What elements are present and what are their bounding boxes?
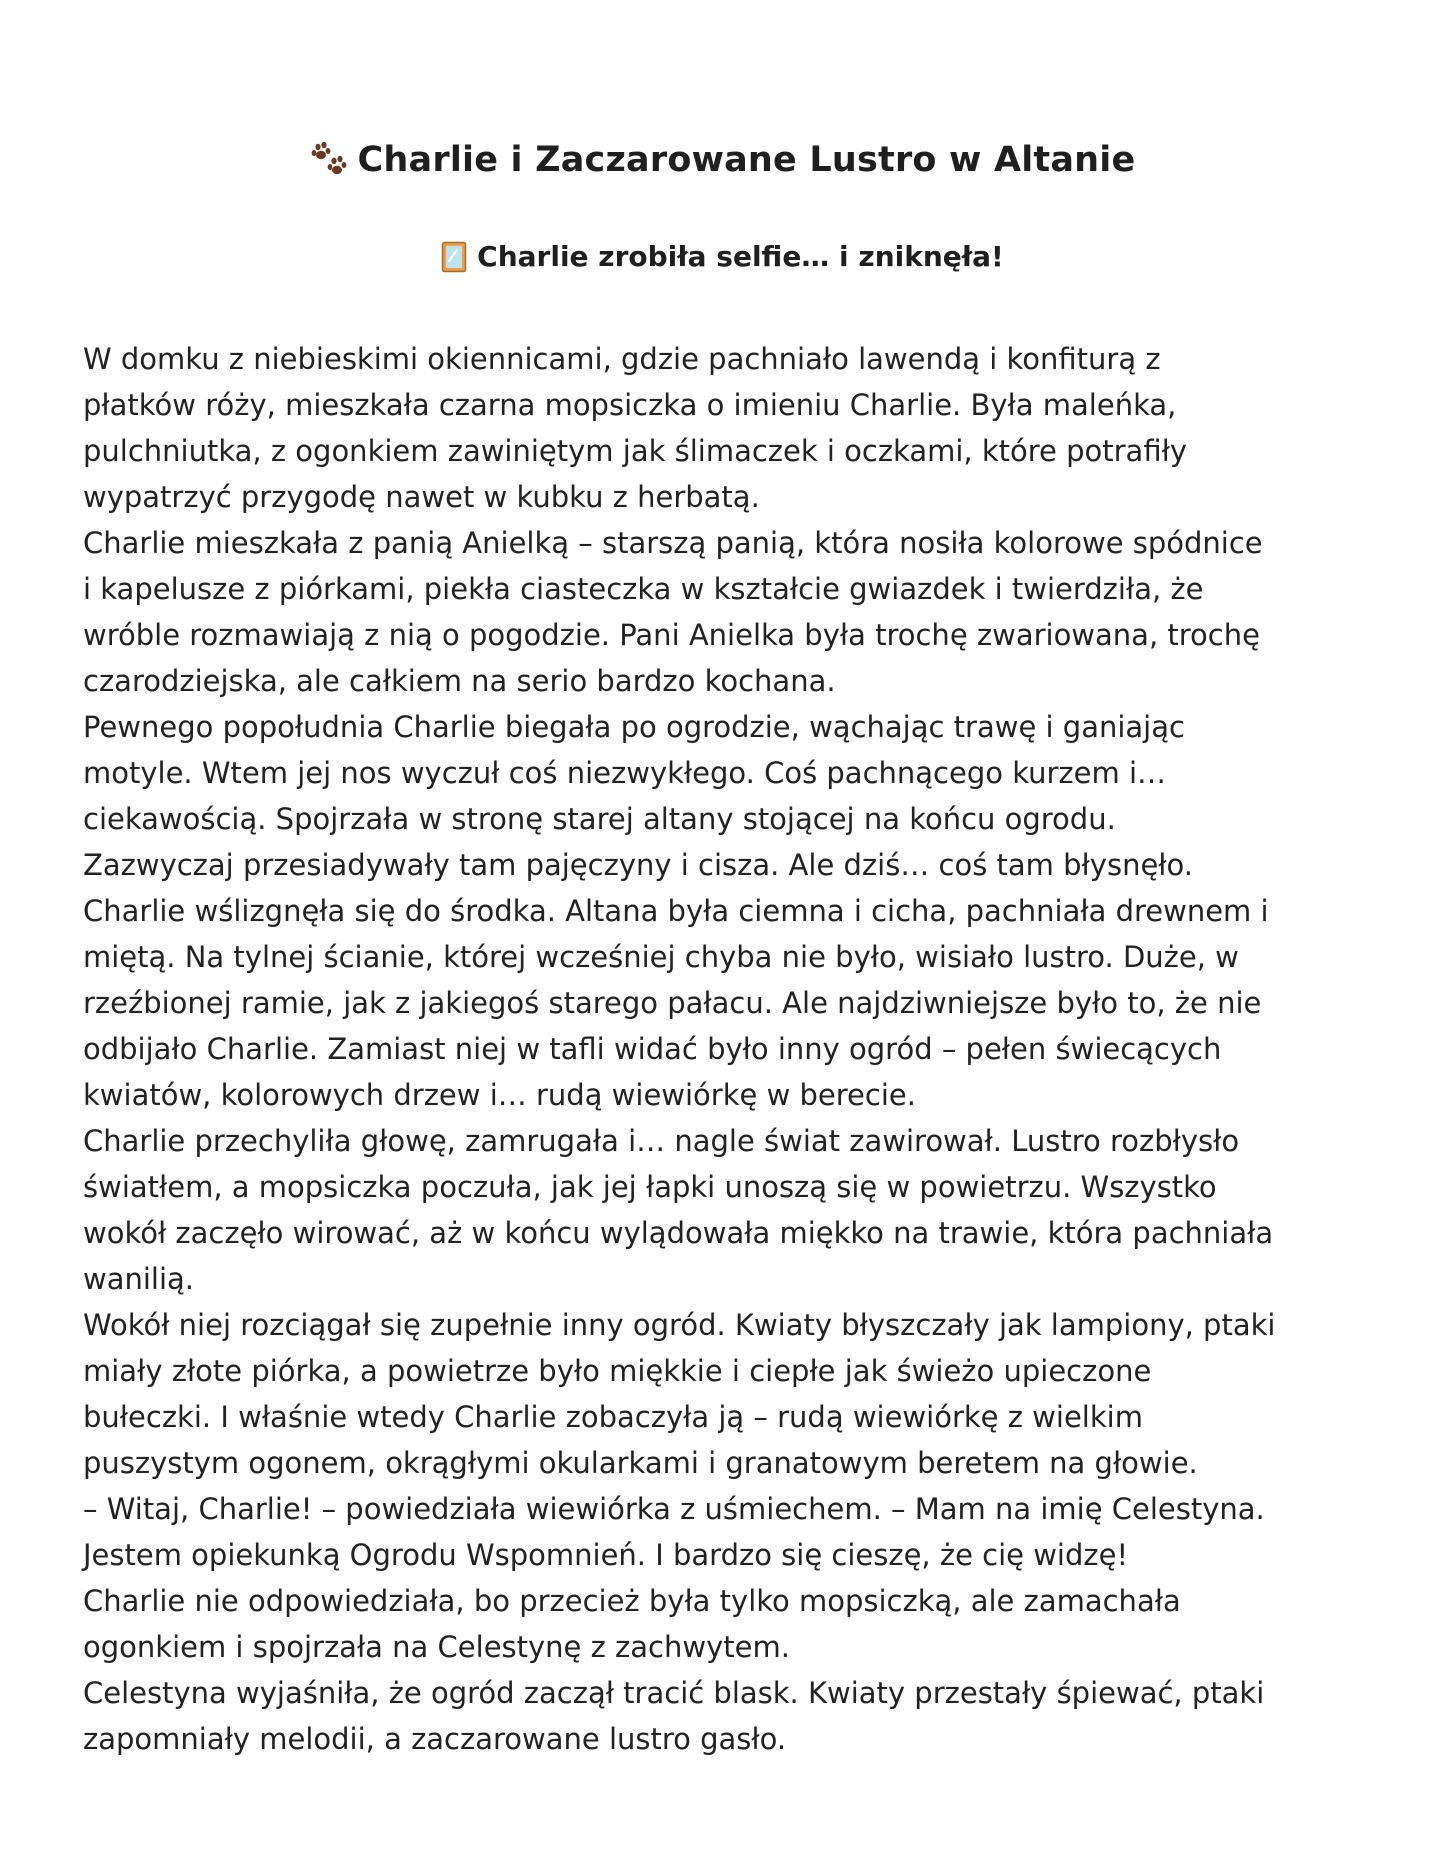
story-line: Charlie przechyliła głowę, zamrugała i… nagle świat zawirował. Lustro rozbłysło <box>83 1124 1240 1158</box>
story-text <box>83 336 1383 1762</box>
story-line: zapomniały melodii, a zaczarowane lustro gasło. <box>83 1722 787 1756</box>
story-line: motyle. Wtem jej nos wyczuł coś niezwykłego. Coś pachnącego kurzem i… <box>83 756 1166 790</box>
story-line: Zazwyczaj przesiadywały tam pajęczyny i cisza. Ale dziś… coś tam błysnęło. <box>83 848 1193 882</box>
story-line: wypatrzyć przygodę nawet w kubku z herbatą. <box>83 480 760 514</box>
story-line: Charlie nie odpowiedziała, bo przecież była tylko mopsiczką, ale zamachała <box>83 1584 1181 1618</box>
story-line: Wokół niej rozciągał się zupełnie inny ogród. Kwiaty błyszczały jak lampiony, ptaki <box>83 1308 1276 1342</box>
story-line: pulchniutka, z ogonkiem zawiniętym jak ślimaczek i oczkami, które potrafiły <box>83 434 1187 468</box>
page-subtitle: Charlie zrobiła selfie… i zniknęła! <box>477 240 1004 273</box>
story-line: kwiatów, kolorowych drzew i… rudą wiewiórkę w berecie. <box>83 1078 916 1112</box>
story-line: rzeźbionej ramie, jak z jakiegoś starego pałacu. Ale najdziwniejsze było to, że nie <box>83 986 1262 1020</box>
story-line: Charlie mieszkała z panią Anielką – starszą panią, która nosiła kolorowe spódnice <box>83 526 1263 560</box>
story-line: ciekawością. Spojrzała w stronę starej altany stojącej na końcu ogrodu. <box>83 802 1116 836</box>
mirror-icon <box>441 241 467 273</box>
paw-prints-icon <box>310 141 348 179</box>
subtitle-row <box>0 240 1445 273</box>
story-line: Pewnego popołudnia Charlie biegała po ogrodzie, wąchając trawę i ganiając <box>83 710 1185 744</box>
story-line: płatków róży, mieszkała czarna mopsiczka o imieniu Charlie. Była maleńka, <box>83 388 1177 422</box>
story-line: miętą. Na tylnej ścianie, której wcześniej chyba nie było, wisiało lustro. Duże, w <box>83 940 1239 974</box>
story-line: światłem, a mopsiczka poczuła, jak jej łapki unoszą się w powietrzu. Wszystko <box>83 1170 1217 1204</box>
story-line: Jestem opiekunką Ogrodu Wspomnień. I bardzo się cieszę, że cię widzę! <box>83 1538 1129 1572</box>
story-line: miały złote piórka, a powietrze było miękkie i ciepłe jak świeżo upieczone <box>83 1354 1152 1388</box>
story-line: – Witaj, Charlie! – powiedziała wiewiórka z uśmiechem. – Mam na imię Celestyna. <box>83 1492 1265 1526</box>
story-line: czarodziejska, ale całkiem na serio bardzo kochana. <box>83 664 836 698</box>
title-row <box>0 140 1445 180</box>
page-title: Charlie i Zaczarowane Lustro w Altanie <box>357 140 1136 180</box>
story-line: bułeczki. I właśnie wtedy Charlie zobaczyła ją – rudą wiewiórkę z wielkim <box>83 1400 1143 1434</box>
story-line: ogonkiem i spojrzała na Celestynę z zachwytem. <box>83 1630 790 1664</box>
story-line: W domku z niebieskimi okiennicami, gdzie pachniało lawendą i konfiturą z <box>83 342 1161 376</box>
story-line: wokół zaczęło wirować, aż w końcu wylądowała miękko na trawie, która pachniała <box>83 1216 1274 1250</box>
story-line: Charlie wślizgnęła się do środka. Altana była ciemna i cicha, pachniała drewnem i <box>83 894 1269 928</box>
story-line: odbijało Charlie. Zamiast niej w tafli widać było inny ogród – pełen świecących <box>83 1032 1222 1066</box>
story-line: wróble rozmawiają z nią o pogodzie. Pani Anielka była trochę zwariowana, trochę <box>83 618 1260 652</box>
story-line: puszystym ogonem, okrągłymi okularkami i granatowym beretem na głowie. <box>83 1446 1198 1480</box>
story-line: Celestyna wyjaśniła, że ogród zaczął tracić blask. Kwiaty przestały śpiewać, ptaki <box>83 1676 1265 1710</box>
story-line: wanilią. <box>83 1262 195 1296</box>
story-line: i kapelusze z piórkami, piekła ciasteczka w kształcie gwiazdek i twierdziła, że <box>83 572 1204 606</box>
